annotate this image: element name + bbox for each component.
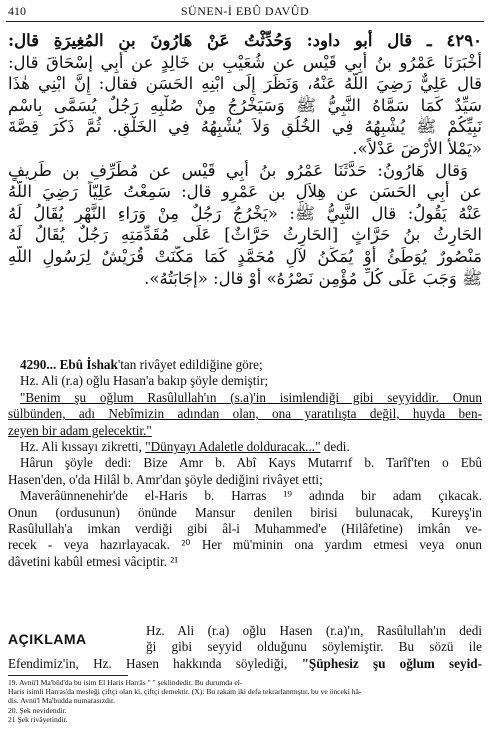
running-title: SÜNEN-İ EBÛ DAVÛD bbox=[180, 4, 310, 18]
arabic-line: عن أَبِي الحَسَنِ عن هِلاَلِ بنِ عَمْرٍو قال: سَمِعْتُ عَلِيّاً رَضِيَ اللَّهُ bbox=[8, 182, 482, 202]
arabic-line: «يَمْلأُ الأَرْضَ عَدْلاً». bbox=[352, 138, 482, 158]
arabic-line: عَنْهُ يَقُولُ: قال النَّبِيُّ ﷺ: «يَخْرُجُ رَجُلٌ مِنْ وَرَاءِ النَّهْرِ يُقَالُ لَهُ bbox=[8, 203, 482, 223]
footnote-line: 21 Şek rivâyetindir. bbox=[8, 714, 68, 724]
arabic-line: الحَارِثُ بنُ حَرَّاثٍ [الحَارِثُ حَرَّاثٌ] عَلَى مُقَدِّمَتِهِ رَجُلٌ يُقَالُ لَهُ bbox=[8, 225, 482, 245]
underlined-quote: "Dünyayı Adaletle dolduracak..." bbox=[145, 439, 321, 455]
section-heading: AÇIKLAMA bbox=[8, 631, 87, 647]
arabic-line: ٤٢٩٠ ـ قال أبو داود: وَحُدِّثْتُ عَنْ هَارُونَ بنِ المُغِيرَةِ قال: bbox=[8, 31, 482, 50]
narrator-name: Ebû İshak bbox=[59, 357, 118, 372]
header-rule bbox=[6, 21, 484, 22]
footnotes bbox=[8, 678, 482, 724]
arabic-line: سَيِّدٌ كَمَا سَمَّاهُ النَّبِيُّ ﷺ وَسَيَخْرُجُ مِنْ صُلْبِهِ رَجُلٌ يُسَمَّى بِاسْمِ bbox=[8, 95, 482, 115]
arabic-line: وَقال هَارُونُ: حَدَّثَنَا عَمْرُو بنُ أَبِي قَيْسٍ عن مُطَرِّفِ بنِ طَرِيفٍ bbox=[8, 160, 468, 180]
footnote-line: dis. Avnü'l Ma'budda numarasızdır. bbox=[8, 696, 115, 706]
arabic-line: ﷺ وَجَبَ عَلَى كُلِّ مُؤْمِنٍ نَصْرُهُ» أَوْ قال: «إِجَابَتُهُ». bbox=[144, 268, 482, 288]
paragraph-line: Rasûlullah'a imkan verdiği gibi âl-i Muhammed'e (Hilâfetine) imkân ve- bbox=[8, 521, 482, 537]
paragraph-line: recek - veya hazırlayacak. ²⁰ Her mü'minin ona yardım etmesi veya onun bbox=[8, 537, 482, 553]
paragraph-line: Hz. Ali (r.a) oğlu Hasan'a bakıp şöyle demiştir; bbox=[20, 373, 269, 389]
quote-line: zeyen bir adam gelecektir." bbox=[8, 422, 152, 438]
quote-line: "Benim şu oğlum Rasûlullah'ın (s.a)'in isimlendiği gibi seyyiddir. Onun bbox=[20, 389, 482, 405]
arabic-line: مَنْصُورٌ يُوَطِّئُ أَوْ يُمَكِّنُ لآلِ مُحَمَّدٍ كَمَا مَكَّنَتْ قُرَيْشٌ لِرَسُولِ اللَّهِ bbox=[8, 246, 482, 266]
quote-line: sülbünden, adı Nebîmizin adından olan, ona yaratılışta değil, huyda ben- bbox=[8, 406, 482, 422]
paragraph-line: Hârun şöyle dedi: Bize Amr b. Abî Kays Mutarrıf b. Tarîf'ten o Ebû bbox=[20, 455, 482, 471]
hadith-number: 4290... bbox=[20, 357, 57, 372]
page-header bbox=[0, 4, 490, 20]
paragraph-line: Maverâünnenehir'de el-Haris b. Harras ¹⁹ adında bir adam çıkacak. bbox=[20, 488, 482, 504]
commentary-continued bbox=[8, 656, 482, 672]
arabic-line: أَخْبَرَنَا عَمْرُو بنُ أَبِي قَيْسٍ عن شُعَيْبِ بنِ خَالِدٍ عن أَبِي إِسْحَاقَ قال: bbox=[8, 52, 482, 72]
page-number: 410 bbox=[8, 4, 26, 18]
commentary-line: ği gibi seyyid olduğunu söylemiştir. Bu sözü ile bbox=[146, 639, 482, 655]
footnote-line: Haris isimli Harras'da mesleği çiftçi olan ki, çiftçi demektir. (X): Bu rakam iki defa tekrarlanmıştır, bu ve önceki hâ- bbox=[8, 687, 362, 697]
footnote-line: 19. Avnü'l Ma'bûd'da bu isim El Haris Harrâs " " şeklindedir. Bu durumda el- bbox=[8, 678, 243, 687]
footnote-line: 20. Şek nevidendir. bbox=[8, 705, 67, 715]
commentary-block bbox=[146, 623, 482, 656]
paragraph-line: Hz. Ali kıssayı zikretti, "Dünyayı Adaletle dolduracak..." dedi. bbox=[20, 439, 350, 455]
turkish-translation bbox=[8, 357, 482, 570]
arabic-line: قال عَلِيٌّ رَضِيَ اللَّهُ عَنْهُ، وَنَظَرَ إِلَى ابْنِهِ الحَسَنِ فقال: إِنَّ ابْنِي هٰذَا bbox=[8, 74, 482, 94]
paragraph-line: Hasen'den, o'da Hilâl b. Amr'dan şöyle dediğini rivâyet etti; bbox=[8, 471, 323, 487]
arabic-hadith-text bbox=[8, 30, 482, 289]
paragraph-line: Onun (ordusunun) önünde Mansur denilen birisi bulunacak, Kureyş'in bbox=[8, 504, 482, 520]
footnote-rule bbox=[8, 675, 128, 676]
paragraph-line: dâvetini kabûl etmesi vâciptir. ²¹ bbox=[8, 553, 179, 569]
hadith-intro: 4290... Ebû İshak'tan rivâyet edildiğine göre; bbox=[20, 357, 263, 372]
commentary-line: Hz. Ali (r.a) oğlu Hasen (r.a)'ın, Rasûlullah'ın dedi bbox=[146, 623, 482, 638]
arabic-line: نَبِيِّكُمْ ﷺ يُشْبِهُهُ فِي الخُلُقِ وَلاَ يُشْبِهُهُ فِي الخَلْقِ. ثُمَّ ذَكَرَ قِصَّةَ bbox=[8, 117, 482, 137]
commentary-line: Efendimiz'in, Hz. Hasen hakkında söylediği, "Şüphesiz şu oğlum seyid- bbox=[8, 656, 482, 671]
bold-quote: "Şüphesiz şu oğlum seyid- bbox=[301, 656, 482, 671]
